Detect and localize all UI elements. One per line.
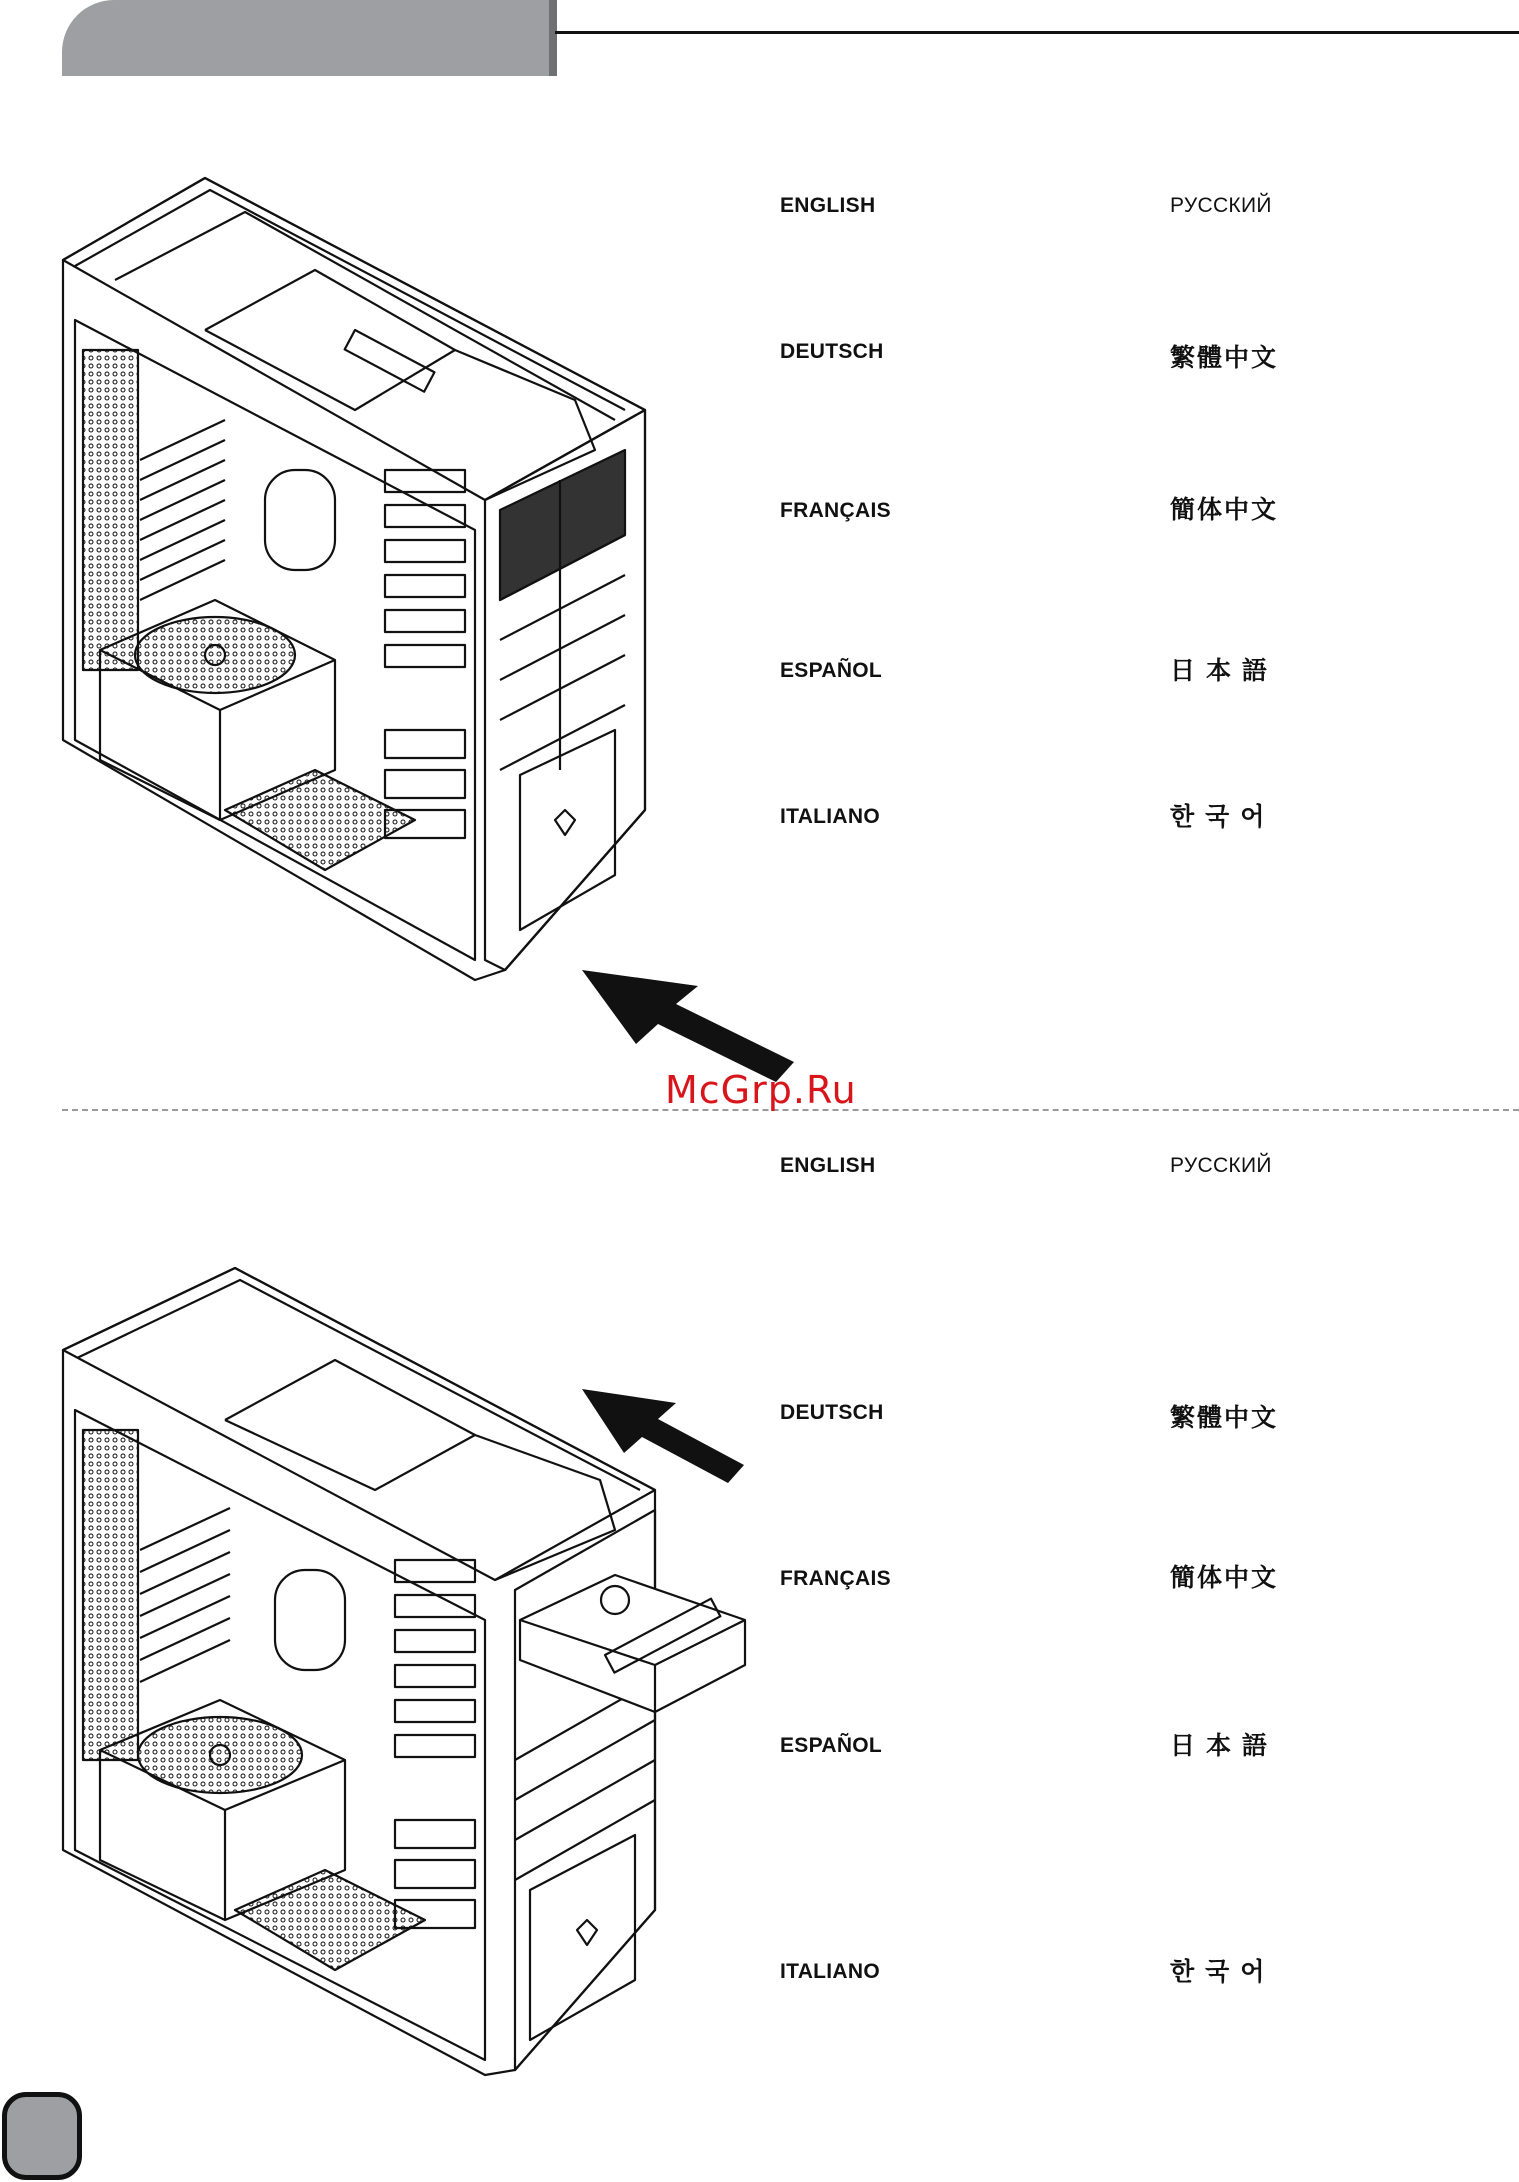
lang-simp-chinese-bottom: 簡体中文 — [1170, 1564, 1279, 1592]
lang-trad-chinese-bottom: 繁體中文 — [1170, 1404, 1279, 1432]
lang-deutsch-top: DEUTSCH — [780, 340, 884, 363]
lang-russian-top: РУССКИЙ — [1170, 194, 1272, 217]
lang-espanol-bottom: ESPAÑOL — [780, 1734, 883, 1757]
lang-espanol-top: ESPAÑOL — [780, 659, 883, 682]
lang-deutsch-bottom: DEUTSCH — [780, 1401, 884, 1424]
page-number-badge — [2, 2092, 82, 2180]
lang-korean-top: 한 국 어 — [1170, 803, 1267, 831]
lang-japanese-top: 日 本 語 — [1170, 657, 1269, 685]
header-rule — [555, 31, 1519, 34]
lang-francais-top: FRANÇAIS — [780, 499, 891, 522]
top-case-illustration — [55, 170, 665, 1090]
lang-english-bottom: ENGLISH — [780, 1154, 876, 1177]
lang-english-top: ENGLISH — [780, 194, 876, 217]
lang-korean-bottom: 한 국 어 — [1170, 1958, 1267, 1986]
lang-francais-bottom: FRANÇAIS — [780, 1567, 891, 1590]
lang-italiano-top: ITALIANO — [780, 805, 880, 828]
lang-russian-bottom: РУССКИЙ — [1170, 1154, 1272, 1177]
lang-italiano-bottom: ITALIANO — [780, 1960, 880, 1983]
header-tab — [62, 0, 549, 76]
lang-japanese-bottom: 日 本 語 — [1170, 1732, 1269, 1760]
watermark: McGrp.Ru — [665, 1068, 857, 1112]
insert-arrow-icon — [578, 964, 798, 1084]
lang-trad-chinese-top: 繁體中文 — [1170, 344, 1279, 372]
insert-arrow-icon — [578, 1385, 748, 1485]
lang-simp-chinese-top: 簡体中文 — [1170, 496, 1279, 524]
